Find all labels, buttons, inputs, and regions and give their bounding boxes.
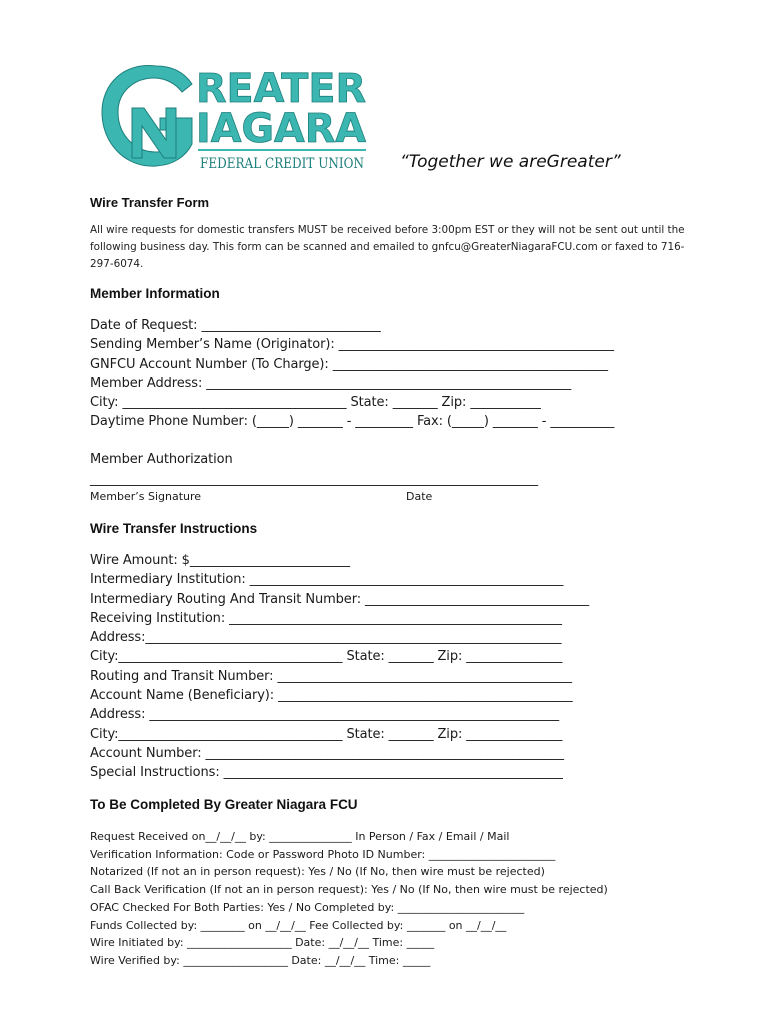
sending-member-name-field[interactable]: Sending Member’s Name (Originator): ___________________________________________ [90, 337, 614, 353]
phone-fax-field[interactable]: Daytime Phone Number: (_____) _______ - _________ Fax: (_____) _______ - __________ [90, 414, 615, 430]
ofac-checked-field[interactable]: OFAC Checked For Both Parties: Yes / No Completed by: _______________________ [90, 900, 525, 914]
beneficiary-name-field[interactable]: Account Name (Beneficiary): ______________________________________________ [90, 688, 573, 704]
signature-labels [90, 490, 690, 508]
wire-instructions-fields [90, 551, 589, 783]
verification-info-field[interactable]: Verification Information: Code or Password Photo ID Number: _______________________ [90, 847, 556, 861]
wire-instructions-heading: Wire Transfer Instructions [90, 521, 258, 536]
internal-fields [90, 828, 608, 970]
intro-text: All wire requests for domestic transfers MUST be received before 3:00pm EST or they will not be sent out until the following business day. This form can be scanned and emailed to gnfcu@GreaterNiagaraFCU.com or faxed to 716-297-6074. [90, 224, 685, 270]
call-back-verification-field[interactable]: Call Back Verification (If not an in person request): Yes / No (If No, then wire must be rejected) [90, 883, 608, 897]
receiving-city-state-zip-field[interactable]: City:___________________________________ State: _______ Zip: _______________ [90, 649, 563, 665]
intermediary-institution-field[interactable]: Intermediary Institution: _________________________________________________ [90, 572, 564, 588]
routing-transit-number-field[interactable]: Routing and Transit Number: ______________________________________________ [90, 668, 572, 684]
receiving-address-field[interactable]: Address:_________________________________________________________________ [90, 630, 562, 646]
beneficiary-address-field[interactable]: Address: ________________________________________________________________ [90, 707, 559, 723]
wire-initiated-field[interactable]: Wire Initiated by: ___________________ Date: __/__/__ Time: _____ [90, 936, 435, 950]
signature-label: Member’s Signature [90, 490, 202, 503]
special-instructions-field[interactable]: Special Instructions: _____________________________________________________ [90, 765, 563, 781]
date-of-request-field[interactable]: Date of Request: ____________________________ [90, 318, 381, 333]
logo-line2: IAGARA [196, 106, 367, 152]
intermediary-routing-field[interactable]: Intermediary Routing And Transit Number: ___________________________________ [90, 591, 590, 607]
date-label: Date [406, 490, 433, 503]
funds-collected-field[interactable]: Funds Collected by: ________ on __/__/__ Fee Collected by: _______ on __/__/__ [90, 918, 507, 932]
member-info-heading: Member Information [90, 286, 220, 301]
logo-line3: FEDERAL CREDIT UNION [200, 156, 364, 172]
member-address-field[interactable]: Member Address: _________________________________________________________ [90, 375, 572, 391]
notarized-field[interactable]: Notarized (If not an in person request): Yes / No (If No, then wire must be rejected) [90, 865, 545, 879]
receiving-institution-field[interactable]: Receiving Institution: ____________________________________________________ [90, 610, 562, 626]
signature-line[interactable]: ______________________________________________________________________ [90, 472, 539, 487]
form-title: Wire Transfer Form [90, 195, 210, 210]
beneficiary-city-state-zip-field[interactable]: City:___________________________________ State: _______ Zip: _______________ [90, 726, 563, 742]
request-received-field[interactable]: Request Received on__/__/__ by: _______________ In Person / Fax / Email / Mail [90, 830, 510, 843]
city-state-zip-field[interactable]: City: ___________________________________ State: _______ Zip: ___________ [90, 395, 541, 411]
greater-niagara-logo [94, 58, 372, 176]
member-authorization-heading: Member Authorization [90, 452, 233, 467]
logo-line1: REATER [196, 66, 366, 112]
wire-amount-field[interactable]: Wire Amount: $_________________________ [90, 553, 350, 568]
account-number-beneficiary-field[interactable]: Account Number: ________________________________________________________ [90, 745, 564, 761]
tagline: “Together we areGreater” [400, 152, 621, 172]
internal-heading: To Be Completed By Greater Niagara FCU [90, 797, 358, 812]
account-number-field[interactable]: GNFCU Account Number (To Charge): ___________________________________________ [90, 356, 608, 372]
wire-verified-field[interactable]: Wire Verified by: ___________________ Date: __/__/__ Time: _____ [90, 953, 431, 967]
member-info-fields [90, 316, 614, 432]
